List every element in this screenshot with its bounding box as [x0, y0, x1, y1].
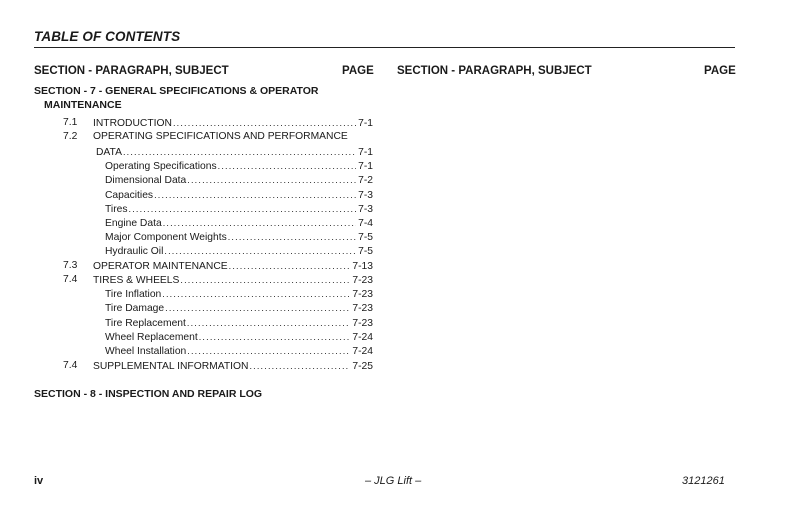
footer-page-number: iv	[34, 475, 44, 487]
entry-page: 7-23	[352, 289, 373, 300]
page-header-left: PAGE	[342, 65, 374, 77]
entry-label: Tire Damage	[105, 303, 165, 314]
entry-page: 7-23	[352, 275, 373, 286]
dot-leader	[123, 145, 356, 159]
entry-page: 7-25	[352, 361, 373, 372]
section-7-title-line2: MAINTENANCE	[44, 99, 122, 111]
toc-entry-operating-specifications[interactable]	[105, 159, 373, 173]
entry-label: Tires	[105, 204, 128, 215]
dot-leader	[129, 202, 357, 216]
entry-page: 7-23	[352, 318, 373, 329]
entry-page: 7-23	[352, 303, 373, 314]
toc-entry-dimensional-data[interactable]	[105, 173, 373, 187]
page-title: TABLE OF CONTENTS	[34, 29, 181, 44]
toc-entry-capacities[interactable]	[105, 188, 373, 202]
dot-leader	[173, 116, 356, 130]
entry-number: 7.1	[63, 117, 78, 128]
toc-entry-tires-and-wheels[interactable]	[93, 273, 373, 287]
entry-label: Tire Replacement	[105, 318, 186, 329]
entry-label: DATA	[96, 147, 122, 158]
entry-page: 7-1	[358, 118, 373, 129]
entry-number: 7.3	[63, 260, 78, 271]
entry-label: Wheel Replacement	[105, 332, 198, 343]
dot-leader	[229, 259, 351, 273]
entry-page: 7-1	[358, 161, 373, 172]
dot-leader	[164, 244, 356, 258]
entry-page: 7-24	[352, 346, 373, 357]
entry-page: 7-5	[358, 246, 373, 257]
dot-leader	[165, 301, 350, 315]
entry-label: Dimensional Data	[105, 175, 187, 186]
entry-page: 7-5	[358, 232, 373, 243]
toc-entry-operating-specifications-heading[interactable]	[93, 130, 348, 144]
toc-entry-hydraulic-oil[interactable]	[105, 244, 373, 258]
entry-label: Hydraulic Oil	[105, 246, 164, 257]
toc-entry-data[interactable]	[96, 145, 373, 159]
dot-leader	[187, 316, 351, 330]
entry-number: 7.2	[63, 131, 78, 142]
entry-page: 7-4	[358, 218, 373, 229]
toc-entry-tire-replacement[interactable]	[105, 316, 373, 330]
toc-entry-tire-inflation[interactable]	[105, 287, 373, 301]
entry-label: OPERATOR MAINTENANCE	[93, 261, 228, 272]
column-header-left: SECTION - PARAGRAPH, SUBJECT	[34, 65, 229, 77]
dot-leader	[249, 359, 350, 373]
entry-number: 7.4	[63, 274, 78, 285]
entry-label: Engine Data	[105, 218, 162, 229]
entry-label: Tire Inflation	[105, 289, 162, 300]
dot-leader	[163, 216, 356, 230]
entry-label: Operating Specifications	[105, 161, 217, 172]
dot-leader	[187, 344, 350, 358]
toc-entry-engine-data[interactable]	[105, 216, 373, 230]
entry-page: 7-13	[352, 261, 373, 272]
toc-entry-supplemental-information[interactable]	[93, 359, 373, 373]
entry-label: Wheel Installation	[105, 346, 187, 357]
section-7-title-line1: SECTION - 7 - GENERAL SPECIFICATIONS & OPERATOR	[34, 85, 319, 97]
toc-entry-tires[interactable]	[105, 202, 373, 216]
toc-entry-tire-damage[interactable]	[105, 301, 373, 315]
title-rule	[34, 47, 735, 48]
page-header-right: PAGE	[704, 65, 736, 77]
toc-entry-introduction[interactable]	[93, 116, 373, 130]
footer-brand: – JLG Lift –	[365, 475, 422, 487]
toc-entry-operator-maintenance[interactable]	[93, 259, 373, 273]
entry-number: 7.4	[63, 360, 78, 371]
dot-leader	[187, 173, 356, 187]
entry-label: SUPPLEMENTAL INFORMATION	[93, 361, 249, 372]
dot-leader	[180, 273, 350, 287]
entry-label: Major Component Weights	[105, 232, 227, 243]
entry-page: 7-2	[358, 175, 373, 186]
dot-leader	[199, 330, 351, 344]
dot-leader	[218, 159, 356, 173]
column-header-right: SECTION - PARAGRAPH, SUBJECT	[397, 65, 592, 77]
toc-entry-major-component-weights[interactable]	[105, 230, 373, 244]
toc-entry-wheel-replacement[interactable]	[105, 330, 373, 344]
entry-page: 7-3	[358, 190, 373, 201]
section-8-title: SECTION - 8 - INSPECTION AND REPAIR LOG	[34, 388, 263, 400]
dot-leader	[228, 230, 356, 244]
toc-entry-wheel-installation[interactable]	[105, 344, 373, 358]
entry-label: INTRODUCTION	[93, 118, 172, 129]
footer-document-number: 3121261	[682, 475, 725, 487]
entry-label: TIRES & WHEELS	[93, 275, 180, 286]
entry-page: 7-24	[352, 332, 373, 343]
entry-page: 7-1	[358, 147, 373, 158]
entry-page: 7-3	[358, 204, 373, 215]
dot-leader	[154, 188, 356, 202]
entry-label: OPERATING SPECIFICATIONS AND PERFORMANCE	[93, 131, 348, 142]
entry-label: Capacities	[105, 190, 154, 201]
dot-leader	[162, 287, 350, 301]
